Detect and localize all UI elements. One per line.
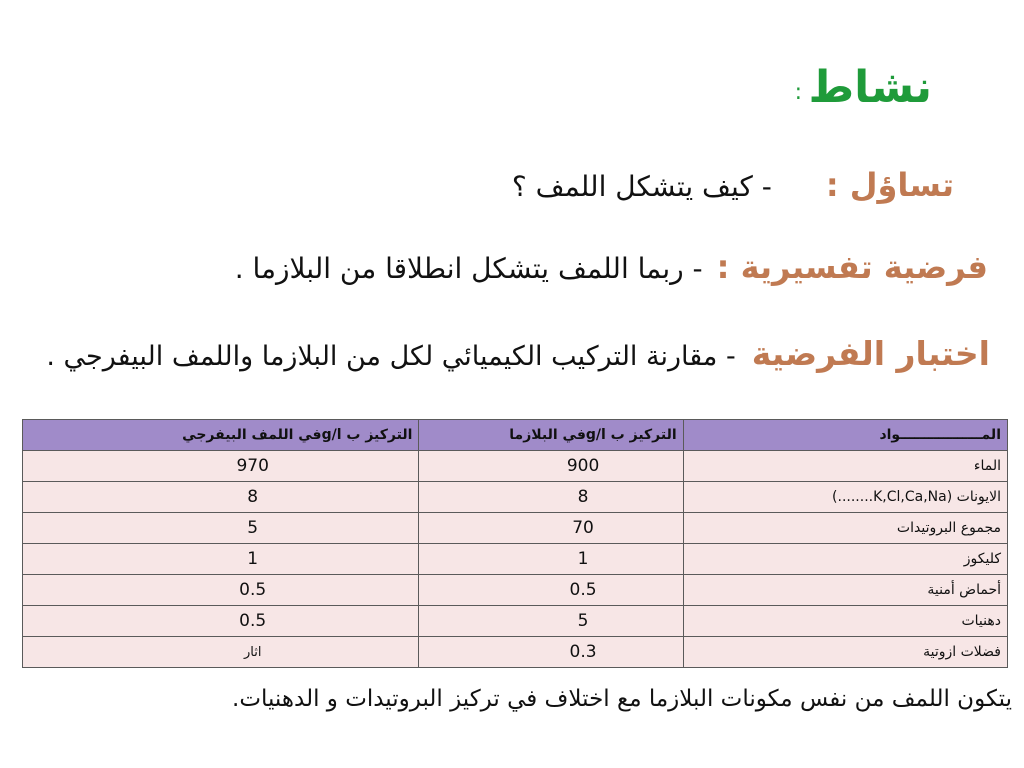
plasma-cell: 70 (419, 513, 683, 544)
plasma-cell: 8 (419, 482, 683, 513)
header-plasma-concentration: التركيز ب g/lفي البلازما (419, 420, 683, 451)
test-label: اختبار الفرضية (751, 334, 990, 373)
lymph-cell: اثار (23, 637, 419, 668)
substance-cell: الماء (683, 451, 1007, 482)
table-row (23, 606, 1008, 637)
substance-cell: الايونات (K,Cl,Ca,Na........) (683, 482, 1007, 513)
plasma-cell: 0.3 (419, 637, 683, 668)
substance-cell: دهنيات (683, 606, 1007, 637)
table-row (23, 482, 1008, 513)
question-label: تساؤل : (825, 166, 954, 204)
test-text: - مقارنة التركيب الكيميائي لكل من البلازما واللمف البيفرجي . (46, 341, 736, 372)
lymph-cell: 1 (23, 544, 419, 575)
lymph-cell: 5 (23, 513, 419, 544)
table-row (23, 513, 1008, 544)
lymph-cell: 0.5 (23, 606, 419, 637)
substance-cell: أحماض أمنية (683, 575, 1007, 606)
lymph-cell: 0.5 (23, 575, 419, 606)
substance-cell: فضلات ازوتية (683, 637, 1007, 668)
table-row (23, 544, 1008, 575)
lymph-cell: 970 (23, 451, 419, 482)
hypothesis-text: - ربما اللمف يتشكل انطلاقا من البلازما . (234, 252, 703, 285)
substance-cell: كليكوز (683, 544, 1007, 575)
plasma-cell: 1 (419, 544, 683, 575)
activity-colon: : (794, 80, 802, 105)
table-row (23, 451, 1008, 482)
test-row (46, 334, 990, 373)
hypothesis-row (235, 248, 988, 286)
table-row (23, 575, 1008, 606)
plasma-cell: 5 (419, 606, 683, 637)
comparison-table (22, 419, 1008, 668)
question-text: - كيف يتشكل اللمف ؟ (511, 170, 772, 203)
substance-cell: مجموع البروتيدات (683, 513, 1007, 544)
plasma-cell: 900 (419, 451, 683, 482)
lymph-cell: 8 (23, 482, 419, 513)
plasma-cell: 0.5 (419, 575, 683, 606)
activity-title: نشاط (808, 62, 932, 113)
table-row (23, 637, 1008, 668)
header-substances: المـــــــــــــــــواد (683, 420, 1007, 451)
question-row (512, 166, 954, 204)
conclusion-text: يتكون اللمف من نفس مكونات البلازما مع اختلاف في تركيز البروتيدات و الدهنيات. (232, 686, 1012, 712)
table-header-row (23, 420, 1008, 451)
header-lymph-concentration: التركيز ب g/lفي اللمف البيفرجي (23, 420, 419, 451)
hypothesis-label: فرضية تفسيرية : (716, 248, 988, 286)
